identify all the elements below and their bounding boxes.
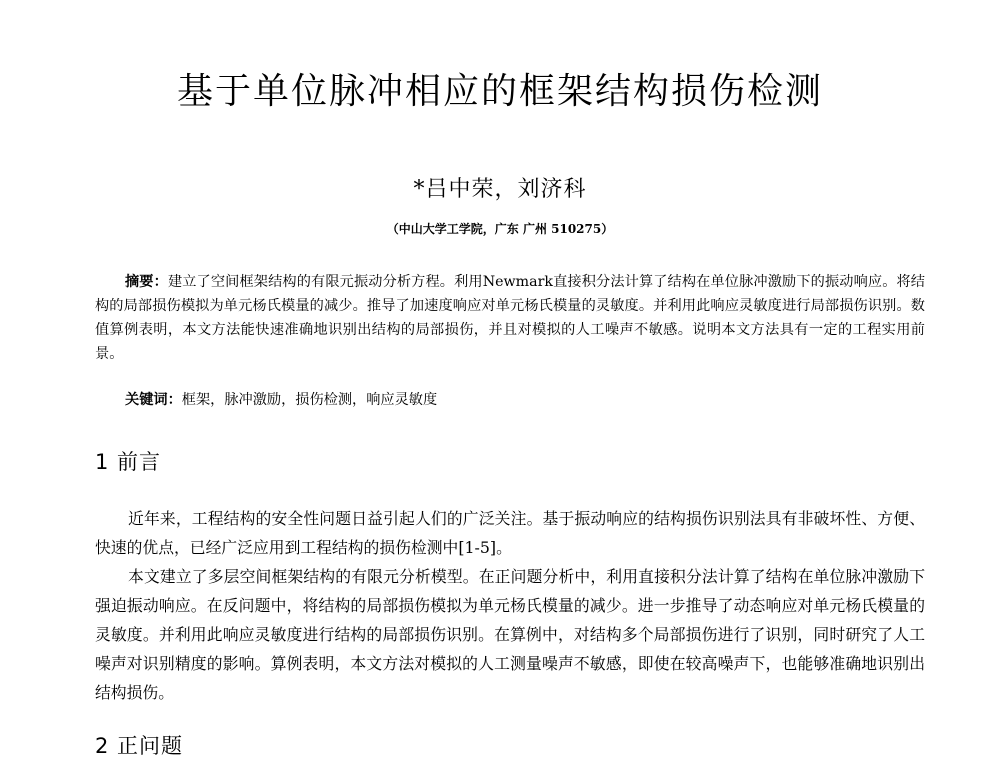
affiliation: （中山大学工学院，广东 广州 510275） <box>386 222 614 236</box>
intro-paragraph-1: 近年来，工程结构的安全性问题日益引起人们的广泛关注。基于振动响应的结构损伤识别法具有非破坏性、方便、快速的优点，已经广泛应用到工程结构的损伤检测中[1-5]。 <box>95 509 925 557</box>
section-heading-forward-problem: 2 正问题 <box>95 734 184 758</box>
keywords-text: 框架，脉冲激励，损伤检测，响应灵敏度 <box>181 392 438 408</box>
intro-paragraph-2: 本文建立了多层空间框架结构的有限元分析模型。在正问题分析中，利用直接积分法计算了结构在单位脉冲激励下强迫振动响应。在反问题中，将结构的局部损伤模拟为单元杨氏模量的减少。进一步推导了动态响应对单元杨氏模量的灵敏度。并利用此响应灵敏度进行结构的局部损伤识别。在算例中，对结构多个局部损伤进行了识别，同时研究了人工噪声对识别精度的影响。算例表明，本文方法对模拟的人工测量噪声不敏感，即使在较高噪声下，也能够准确地识别出结构损伤。 <box>95 567 925 702</box>
abstract <box>95 270 925 366</box>
abstract-text: 建立了空间框架结构的有限元振动分析方程。利用Newmark直接积分法计算了结构在单位脉冲激励下的振动响应。将结构的局部损伤模拟为单元杨氏模量的减少。推导了加速度响应对单元杨氏模量的灵敏度。并利用此响应灵敏度进行局部损伤识别。数值算例表明，本文方法能快速准确地识别出结构的局部损伤，并且对模拟的人工噪声不敏感。说明本文方法具有一定的工程实用前景。 <box>95 274 925 362</box>
section-heading-introduction: 1 前言 <box>95 450 162 474</box>
keywords-label: 关键词： <box>125 392 182 408</box>
paper-title: 基于单位脉冲相应的框架结构损伤检测 <box>176 71 823 112</box>
keywords <box>125 388 925 412</box>
abstract-label: 摘要： <box>125 274 168 290</box>
author-list: *吕中荣，刘济科 <box>413 177 587 202</box>
